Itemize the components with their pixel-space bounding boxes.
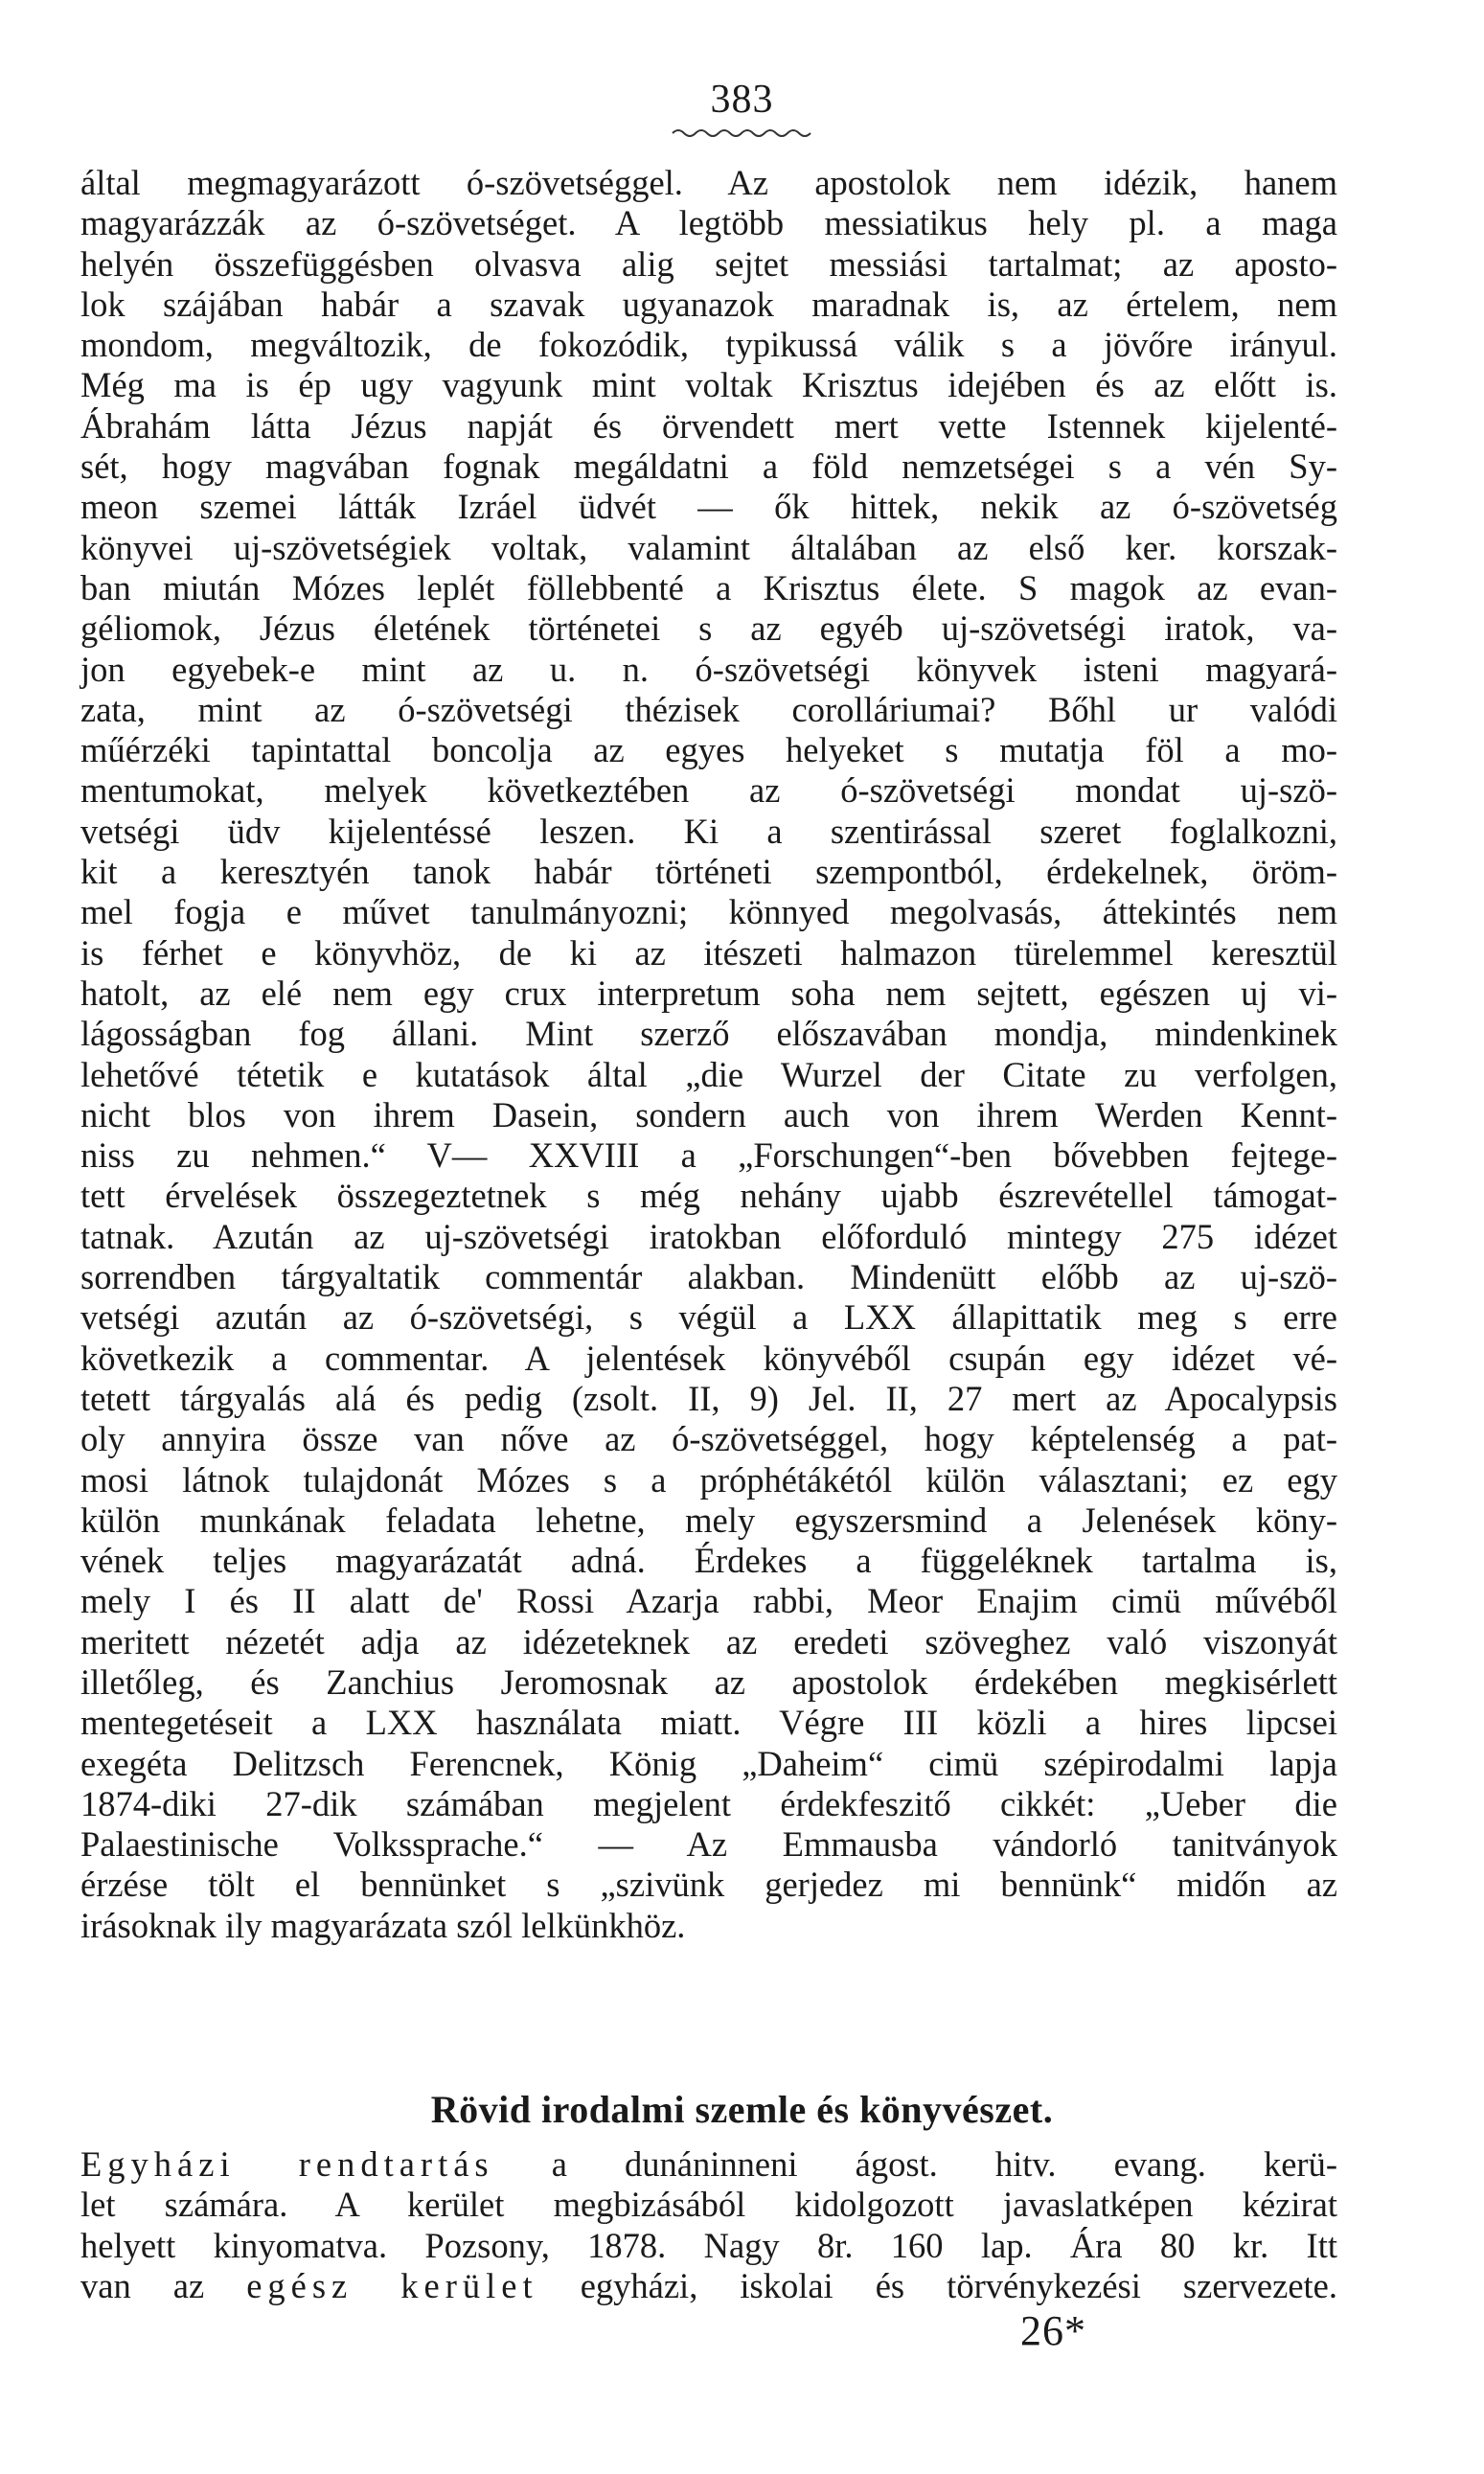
text-line: nicht blos von ihrem Dasein, sondern auch von ihrem Werden Kennt- xyxy=(80,1094,1337,1134)
text-line: vetségi azután az ó-szövetségi, s végül a LXX állapittatik meg s erre xyxy=(80,1297,1337,1338)
text-line-last: irásoknak ily magyarázata szól lelkünkhöz. xyxy=(80,1905,686,1945)
text-line: mondom, megváltozik, de fokozódik, typikussá válik s a jövőre irányul. xyxy=(80,325,1337,365)
text-line: oly annyira össze van nőve az ó-szövetséggel, hogy képtelenség a pat- xyxy=(80,1419,1337,1459)
text-line: lágosságban fog állani. Mint szerző előszavában mondja, mindenkinek xyxy=(80,1014,1337,1054)
text-line: illetőleg, és Zanchius Jeromosnak az apostolok érdekében megkisérlett xyxy=(80,1661,1337,1702)
review-line-end: egyházi, iskolai és törvénykezési szervezete. xyxy=(537,2265,1338,2305)
text-line: tett érvelések összegeztetnek s még nehány ujabb észrevétellel támogat- xyxy=(80,1176,1337,1216)
page-number: 383 xyxy=(710,78,774,122)
text-line: sét, hogy magvában fognak megáldatni a föld nemzetségei s a vén Sy- xyxy=(80,447,1337,487)
text-line: mely I és II alatt de' Rossi Azarja rabbi, Meor Enajim cimü művéből xyxy=(80,1581,1337,1621)
text-line: vetségi üdv kijelentéssé leszen. Ki a szentirással szeret foglalkozni, xyxy=(80,811,1337,851)
review-line: let számára. A kerület megbizásából kidolgozott javaslatképen kézirat xyxy=(80,2185,1337,2225)
text-line: lok szájában habár a szavak ugyanazok maradnak is, az értelem, nem xyxy=(80,284,1337,324)
text-line: magyarázzák az ó-szövetséget. A legtöbb messiatikus hely pl. a maga xyxy=(80,203,1337,243)
text-line: géliomok, Jézus életének történetei s az egyéb uj-szövetségi iratok, va- xyxy=(80,608,1337,649)
text-line: lehetővé tétetik e kutatások által „die Wurzel der Citate zu verfolgen, xyxy=(80,1054,1337,1094)
text-line: Még ma is ép ugy vagyunk mint voltak Krisztus idejében és az előtt is. xyxy=(80,365,1337,405)
text-line: kit a keresztyén tanok habár történeti szempontból, érdekelnek, öröm- xyxy=(80,852,1337,892)
text-line: által megmagyarázott ó-szövetséggel. Az apostolok nem idézik, hanem xyxy=(80,163,1337,202)
text-line: tatnak. Azután az uj-szövetségi iratokban előforduló mintegy 275 idézet xyxy=(80,1216,1337,1256)
text-line: tetett tárgyalás alá és pedig (zsolt. II, 9) Jel. II, 27 mert az Apocalypsis xyxy=(80,1378,1337,1418)
section-heading: Rövid irodalmi szemle és könyvészet. xyxy=(430,2088,1054,2131)
review-book-title: Egyházi rendtartás xyxy=(80,2144,494,2184)
text-line: könyvei uj-szövetségiek voltak, valamint általában az első ker. korszak- xyxy=(80,527,1337,567)
text-line: meon szemei látták Izráel üdvét — ők hittek, nekik az ó-szövetség xyxy=(80,487,1337,527)
text-line: meritett nézetét adja az idézeteknek az eredeti szöveghez való viszonyát xyxy=(80,1621,1337,1661)
text-line: helyén összefüggésben olvasva alig sejtet messiási tartalmat; az aposto- xyxy=(80,243,1337,284)
review-line xyxy=(80,2144,1337,2185)
text-line: hatolt, az elé nem egy crux interpretum soha nem sejtett, egészen uj vi- xyxy=(80,973,1337,1013)
text-line: 1874-diki 27-dik számában megjelent érdekfeszitő cikkét: „Ueber die xyxy=(80,1783,1337,1823)
text-line: következik a commentar. A jelentések könyvéből csupán egy idézet vé- xyxy=(80,1338,1337,1378)
text-line: mentegetéseit a LXX használata miatt. Végre III közli a hires lipcsei xyxy=(80,1703,1337,1743)
text-line: mosi látnok tulajdonát Mózes s a próphétákétól külön választani; ez egy xyxy=(80,1459,1337,1500)
review-line-rest: a dunáninneni ágost. hitv. evang. kerü- xyxy=(493,2144,1337,2184)
text-line: exegéta Delitzsch Ferencnek, König „Daheim“ cimü szépirodalmi lapja xyxy=(80,1743,1337,1783)
review-line-start: van az xyxy=(80,2265,247,2305)
review-line: helyett kinyomatva. Pozsony, 1878. Nagy 8r. 160 lap. Ára 80 kr. Itt xyxy=(80,2225,1337,2265)
text-line: érzése tölt el bennünket s „szivünk gerjedez mi bennünk“ midőn az xyxy=(80,1865,1337,1905)
body-text xyxy=(80,163,1337,1946)
text-line: Palaestinische Volkssprache.“ — Az Emmausba vándorló tanitványok xyxy=(80,1824,1337,1865)
text-line: sorrendben tárgyaltatik commentár alakban. Mindenütt előbb az uj-szö- xyxy=(80,1257,1337,1297)
text-line: zata, mint az ó-szövetségi thézisek corolláriumai? Bőhl ur valódi xyxy=(80,689,1337,729)
text-line: vének teljes magyarázatát adná. Érdekes a függeléknek tartalma is, xyxy=(80,1541,1337,1581)
review-text xyxy=(80,2144,1337,2306)
text-line: Ábrahám látta Jézus napját és örvendett mert vette Istennek kijelenté- xyxy=(80,405,1337,446)
signature-mark: 26* xyxy=(1020,2307,1086,2354)
text-line: mel fogja e művet tanulmányozni; könnyed megolvasás, áttekintés nem xyxy=(80,892,1337,932)
review-emphasis: egész kerület xyxy=(246,2265,538,2305)
text-line: ban miután Mózes leplét föllebbenté a Krisztus élete. S magok az evan- xyxy=(80,567,1337,607)
review-line xyxy=(80,2266,1337,2306)
text-line: niss zu nehmen.“ V— XXVIII a „Forschungen“-ben bővebben fejtege- xyxy=(80,1135,1337,1176)
text-line: is férhet e könyvhöz, de ki az itészeti halmazon türelemmel keresztül xyxy=(80,932,1337,973)
text-line: külön munkának feladata lehetne, mely egyszersmind a Jelenések köny- xyxy=(80,1500,1337,1540)
text-line: jon egyebek-e mint az u. n. ó-szövetségi könyvek isteni magyará- xyxy=(80,649,1337,689)
page-number-ornament xyxy=(0,126,1484,146)
text-line: műérzéki tapintattal boncolja az egyes helyeket s mutatja föl a mo- xyxy=(80,730,1337,770)
text-line: mentumokat, melyek következtében az ó-szövetségi mondat uj-szö- xyxy=(80,770,1337,811)
